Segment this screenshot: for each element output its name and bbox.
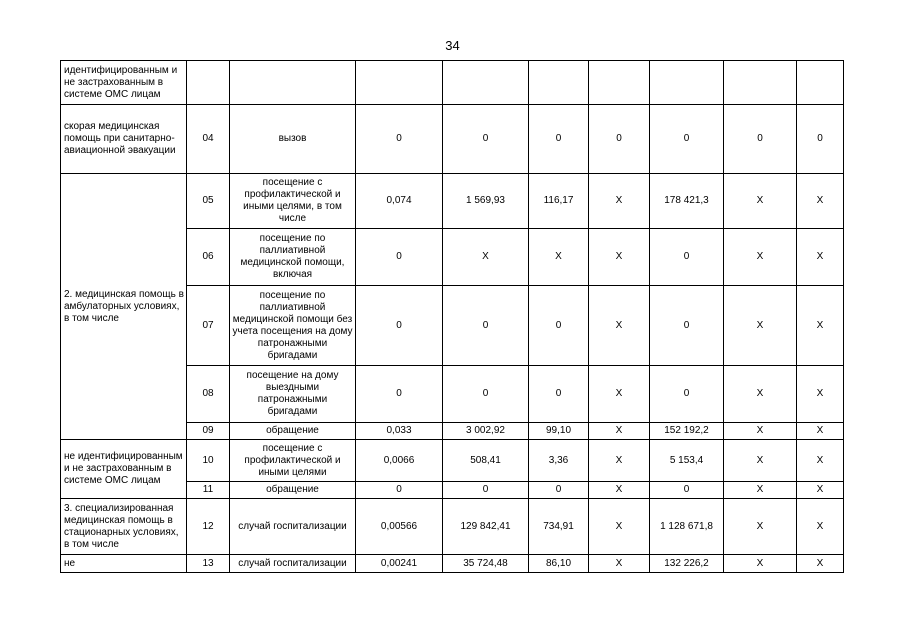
value-cell: Х [724,499,797,555]
value-cell: 0 [724,105,797,174]
service-name: 3. специализированная медицинская помощь в стационарных условиях, в том числе [61,499,187,555]
value-cell: 1 128 671,8 [650,499,724,555]
value-cell: 0 [356,366,443,423]
value-cell: Х [589,555,650,573]
value-cell: Х [724,423,797,440]
value-cell: Х [724,482,797,499]
value-cell: 0 [443,482,529,499]
value-cell [356,61,443,105]
data-table [60,60,844,573]
value-cell: 0,00241 [356,555,443,573]
value-cell: Х [724,440,797,482]
service-name: 2. медицинская помощь в амбулаторных условиях, в том числе [61,174,187,440]
value-cell: 35 724,48 [443,555,529,573]
value-cell: 0 [650,105,724,174]
value-cell: Х [589,229,650,286]
row-code: 06 [187,229,230,286]
row-code: 08 [187,366,230,423]
value-cell: 129 842,41 [443,499,529,555]
value-cell: 0 [529,482,589,499]
row-code: 05 [187,174,230,229]
value-cell: 99,10 [529,423,589,440]
value-cell: Х [443,229,529,286]
value-cell: 0,033 [356,423,443,440]
value-cell: 0 [529,366,589,423]
value-cell: Х [797,174,844,229]
value-cell: 0 [650,286,724,366]
value-cell: 3,36 [529,440,589,482]
value-cell [797,61,844,105]
value-cell: 152 192,2 [650,423,724,440]
row-code [187,61,230,105]
value-cell: 0 [356,229,443,286]
value-cell: 86,10 [529,555,589,573]
value-cell [650,61,724,105]
service-name: идентифицированным и не застрахованным в системе ОМС лицам [61,61,187,105]
value-cell: 0 [443,366,529,423]
value-cell: 0 [650,366,724,423]
unit-cell: посещение с профилактической и иными целями [230,440,356,482]
unit-cell: обращение [230,482,356,499]
value-cell: Х [724,229,797,286]
value-cell: 132 226,2 [650,555,724,573]
value-cell: Х [589,499,650,555]
table-row [61,105,844,174]
value-cell: 0 [529,105,589,174]
table-row [61,499,844,555]
value-cell: 0 [443,105,529,174]
value-cell [529,61,589,105]
value-cell: 0,0066 [356,440,443,482]
value-cell: 5 153,4 [650,440,724,482]
unit-cell: случай госпитализации [230,499,356,555]
value-cell: 0 [589,105,650,174]
row-code: 10 [187,440,230,482]
table-row [61,555,844,573]
unit-cell: вызов [230,105,356,174]
value-cell: 116,17 [529,174,589,229]
value-cell: 0 [650,482,724,499]
row-code: 13 [187,555,230,573]
value-cell: Х [797,366,844,423]
value-cell: 734,91 [529,499,589,555]
value-cell: 0 [529,286,589,366]
value-cell: Х [589,482,650,499]
value-cell [443,61,529,105]
value-cell: Х [797,440,844,482]
value-cell: 0 [356,286,443,366]
value-cell: Х [589,423,650,440]
page-number: 34 [445,38,460,53]
value-cell [724,61,797,105]
value-cell: Х [724,555,797,573]
value-cell: Х [797,499,844,555]
value-cell: Х [797,286,844,366]
value-cell: Х [529,229,589,286]
unit-cell: посещение на дому выездными патронажными бригадами [230,366,356,423]
table-row [61,174,844,229]
value-cell: Х [724,174,797,229]
value-cell: 0 [443,286,529,366]
service-name: скорая медицинская помощь при санитарно-авиационной эвакуации [61,105,187,174]
value-cell: Х [797,482,844,499]
value-cell [589,61,650,105]
value-cell: 0,074 [356,174,443,229]
service-name: не [61,555,187,573]
value-cell: 0 [797,105,844,174]
value-cell: Х [724,286,797,366]
value-cell: 0 [356,482,443,499]
value-cell: Х [589,440,650,482]
value-cell: 508,41 [443,440,529,482]
value-cell: Х [724,366,797,423]
row-code: 11 [187,482,230,499]
value-cell: Х [589,174,650,229]
value-cell: 3 002,92 [443,423,529,440]
value-cell: 0 [356,105,443,174]
value-cell: Х [589,286,650,366]
value-cell: 178 421,3 [650,174,724,229]
value-cell: 0,00566 [356,499,443,555]
value-cell: Х [589,366,650,423]
unit-cell: обращение [230,423,356,440]
unit-cell [230,61,356,105]
row-code: 09 [187,423,230,440]
value-cell: 0 [650,229,724,286]
value-cell: Х [797,229,844,286]
table-row [61,440,844,482]
unit-cell: посещение с профилактической и иными целями, в том числе [230,174,356,229]
value-cell: Х [797,555,844,573]
unit-cell: посещение по паллиативной медицинской помощи, включая [230,229,356,286]
row-code: 04 [187,105,230,174]
value-cell: Х [797,423,844,440]
table-row [61,61,844,105]
value-cell: 1 569,93 [443,174,529,229]
row-code: 12 [187,499,230,555]
unit-cell: посещение по паллиативной медицинской помощи без учета посещения на дому патронажными бригадами [230,286,356,366]
service-name: не идентифицированным и не застрахованным в системе ОМС лицам [61,440,187,499]
unit-cell: случай госпитализации [230,555,356,573]
row-code: 07 [187,286,230,366]
